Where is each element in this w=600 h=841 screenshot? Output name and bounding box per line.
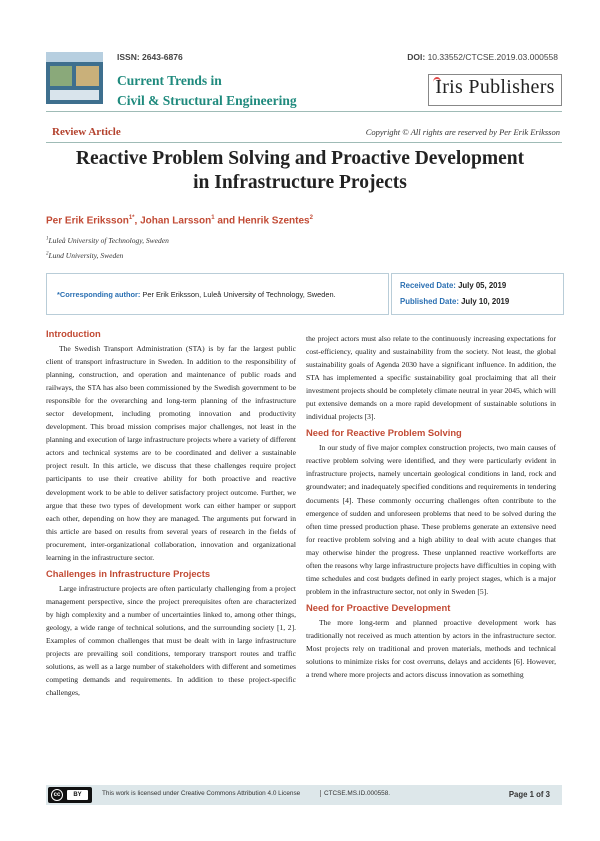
issn: ISSN: 2643-6876 <box>117 52 183 62</box>
copyright: Copyright © All rights are reserved by Per Erik Eriksson <box>365 127 560 137</box>
left-column <box>46 326 296 699</box>
paragraph: The more long-term and planned proactive development work has traditionally not received as much attention by actors in the infrastructure sector. Most projects rely on traditional and proven materials, methods and technical solutions to minimize risks for cost overruns, delays and accidents [6]. However, a trend where more projects and actors discuss innovation as something <box>306 617 556 680</box>
journal-cover-thumbnail <box>46 52 103 104</box>
affiliation: $^2$Lund University, Sweden <box>46 251 124 260</box>
page-number: Page 1 of 3 <box>508 790 550 799</box>
creative-commons-badge[interactable] <box>48 787 92 803</box>
manuscript-id: CTCSE.MS.ID.000558. <box>320 790 390 797</box>
paragraph: The Swedish Transport Administration (STA) is by far the largest public client of transport infrastructure in Sweden. In addition to the responsibility of planning, construction, and operation and maintenance of public roads and railways, the STA has also been commissioned by the Swedish government to be responsible for the overarching and long-term planning of the infrastructure sector development, including promoting innovation and productivity development. This broad mission comprises major challenges, not least in the planning and execution of large infrastructure projects where a variety of different actors and technical systems are to be coordinated and deliver a sustainable project result. In this article, we discuss that these challenges require project participants to use their creative ability for both proactive and reactive development work to be able to deliver satisfactory project outcome. Further, we argue that these two types of development work can either hamper or support each other, depending on how they are managed. The arguments put forward in this article are based on results from several years of research in the fields of procurement, inter-organizational collaboration, innovation and organizational learning in the infrastructure sector. <box>46 344 296 562</box>
right-column <box>306 332 556 681</box>
divider <box>46 111 562 112</box>
author-name: Johan Larsson <box>140 215 212 227</box>
author-list: Per Erik Eriksson$^{1*}$, Johan Larsson$^1$ and Henrik Szentes$^2$ <box>46 215 313 227</box>
corresponding-author-box: *Corresponding author: Per Erik Eriksson, Luleå University of Technology, Sweden. <box>46 273 389 315</box>
divider <box>46 142 562 143</box>
publisher-logo: Iris Publishers <box>428 74 562 106</box>
paragraph: Large infrastructure projects are often particularly challenging from a project management perspective, since the project prerequisites often are characterized by high complexity and a number of uncertainties linked to, among other things, geology, a wide range of technical solutions, and the surrounding society [1, 2]. Examples of common challenges that must be dealt with in large infrastructure projects are prevailing soil conditions, temporary transport routes and traffic solutions, as well as a large number of stakeholders with different and sometimes competing demands and requirements. In addition to these project-specific challenges, <box>46 583 296 698</box>
dates-box <box>391 273 564 315</box>
affiliation: $^1$Luleå University of Technology, Sweden <box>46 236 169 245</box>
published-date: Published Date: July 10, 2019 <box>400 297 510 306</box>
cc-icon: cc <box>51 789 63 801</box>
author-name: Henrik Szentes <box>237 215 310 227</box>
paragraph: the project actors must also relate to the continuously increasing expectations for cost-efficiency, quality and sustainability from the society. Not least, the global sustainability goals of Agenda 2030 have a significant influence. In addition, the STA has implemented a specific sustainability goal proclaiming that all their investment projects should be completely climate neutral in year 2045, which will put extensive demands on a more rapid development of sustainable solutions in individual projects [3]. <box>306 334 556 422</box>
doi: DOI: 10.33552/CTCSE.2019.03.000558 <box>407 52 558 62</box>
article-title: Reactive Problem Solving and Proactive Development in Infrastructure Projects <box>75 148 525 193</box>
section-heading: Need for Reactive Problem Solving <box>306 427 462 439</box>
license-text: This work is licensed under Creative Commons Attribution 4.0 License <box>102 790 301 797</box>
paragraph: In our study of five major complex construction projects, two main causes of reactive problem solving were identified, and they were particularly evident in infrastructure projects, namely uncertain geological conditions in land, rock and groundwater; and inadequately specified conditions and requirements in tendering documents [4]. These commonly occurring challenges often contribute to the emergence of sudden and unforeseen problems that need to be solved during the often time pressed production phase. These problems generate an extensive need for reactive problem solving and a high ability to deal with acute changes that may otherwise hinder the progress. These unplanned reactive workefforts are often the reasons why large infrastructure projects have difficulties in coping with time schedules and cost budgets defined in early project stages, which is a major problem in the infrastructure sector, not only in Sweden [5]. <box>306 443 556 596</box>
section-heading: Introduction <box>46 328 101 339</box>
section-heading: Challenges in Infrastructure Projects <box>46 567 211 579</box>
received-date: Received Date: July 05, 2019 <box>400 281 507 290</box>
journal-title: Current Trends in Civil & Structural Engineering <box>117 73 297 108</box>
article-type: Review Article <box>52 126 121 138</box>
by-icon: BY <box>67 790 88 800</box>
section-heading: Need for Proactive Development <box>306 601 451 613</box>
page-footer <box>46 785 562 805</box>
author-name: Per Erik Eriksson <box>46 215 129 227</box>
